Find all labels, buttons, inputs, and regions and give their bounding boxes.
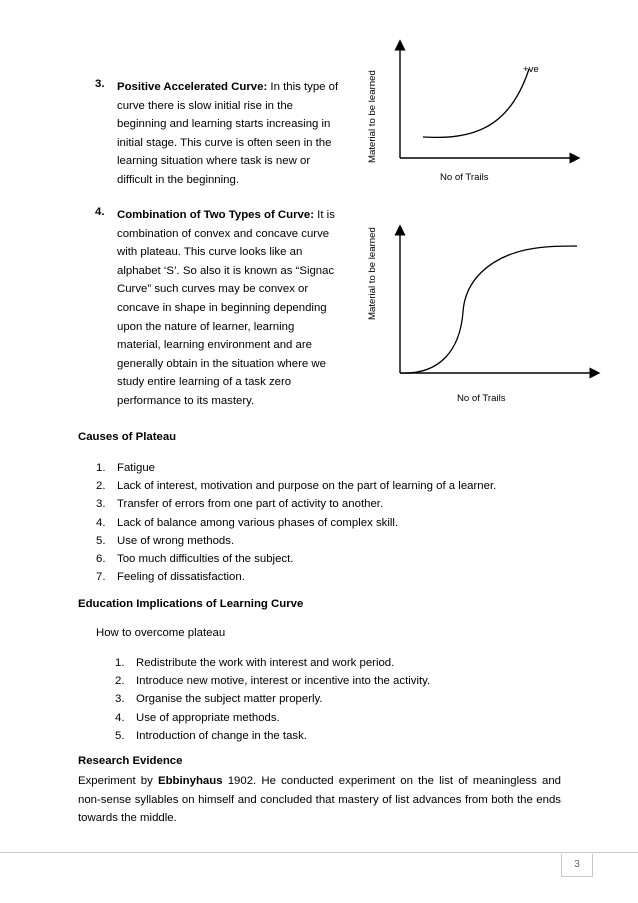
research-author: Ebbinyhaus (157, 775, 223, 787)
implications-intro: How to overcome plateau (96, 627, 226, 639)
footer-divider (0, 852, 638, 853)
item-3-text: Positive Accelerated Curve: In this type of curve there is slow initial rise in the beginning and learning starts increasing in initial stage. This curve is often seen in the learning situation where task is new or difficult in the beginning. (117, 81, 339, 186)
graph1-ylabel: Material to be learned (367, 70, 378, 163)
graph2-ylabel: Material to be learned (367, 227, 378, 320)
graph2-xlabel: No of Trails (457, 393, 506, 404)
item-3-number: 3. (95, 78, 105, 90)
graph-positive-accelerated (385, 35, 585, 175)
research-paragraph: Experiment by Ebbinyhaus 1902. He conducted experiment on the list of meaningless and non-sense syllables on himself and concluded that mastery of list advances from both the ends towards the middle. (78, 775, 561, 825)
accelerating-curve (423, 69, 529, 137)
research-heading: Research Evidence (78, 755, 183, 767)
s-curve (400, 246, 577, 373)
page-number: 3 (561, 854, 593, 877)
implications-heading: Education Implications of Learning Curve (78, 598, 304, 610)
item-4-text: Combination of Two Types of Curve: It is combination of convex and concave curve with plateau. This curve looks like an alphabet ‘S’. So also it is known as “Signac Curve” such curves may be convex or concave in shape in beginning depending upon the nature of learner, learning material, learning environment and are generally obtain in the situation where we study entire learning of a task zero performance to its mastery. (117, 209, 335, 407)
item-4-number: 4. (95, 206, 105, 218)
graph1-annotation: +ve (523, 64, 539, 75)
item-4-title: Combination of Two Types of Curve: (117, 209, 315, 221)
graph-s-curve (385, 220, 605, 390)
causes-heading: Causes of Plateau (78, 431, 177, 443)
item-3-title: Positive Accelerated Curve: (117, 81, 268, 93)
graph1-xlabel: No of Trails (440, 172, 489, 183)
